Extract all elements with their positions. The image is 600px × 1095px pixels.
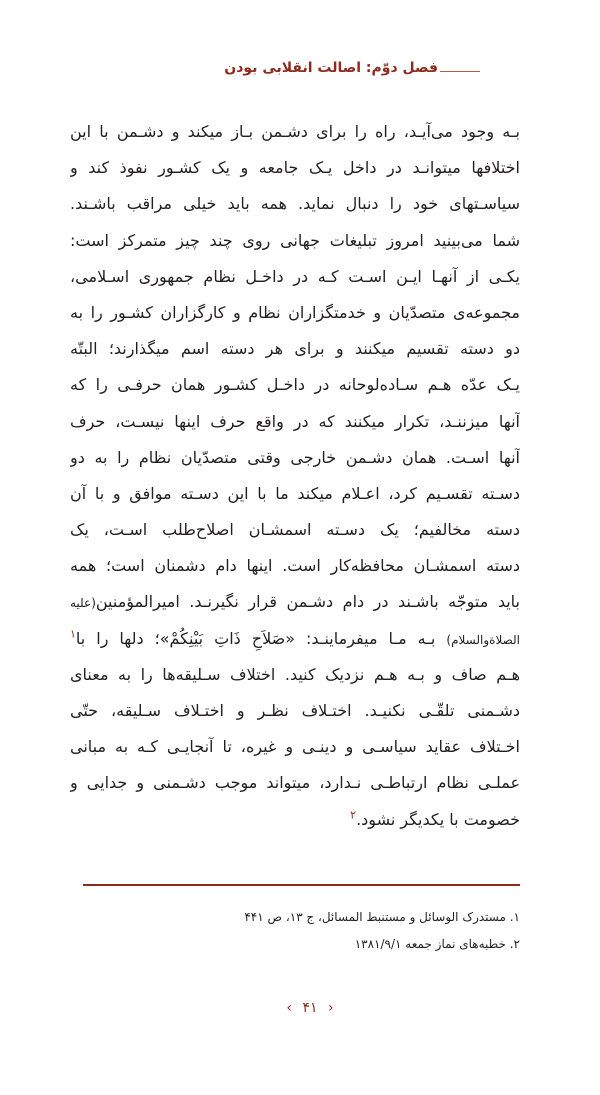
- footnote-ref-2[interactable]: ۲: [350, 808, 357, 822]
- text-line-2: اختلافها میتوانـد در داخل یـک جامعه و یک کشـور نفوذ کند و: [70, 158, 520, 178]
- footnotes: [90, 904, 520, 958]
- text-line-10: آنها اسـت. همان دشـمن خارجی وقتی متصدّیان نظام را به دو: [70, 447, 520, 467]
- text-line-14-main: باید متوجّه باشـند در دام دشـمن قرار نگیرنـد. امیرالمؤمنین: [95, 592, 520, 612]
- text-line-14: [70, 584, 520, 620]
- text-line-1: بـه وجود می‌آیـد، راه را برای دشـمن بـاز میکند و دشـمن با این: [70, 122, 520, 141]
- footnote-1: ۱. مستدرک الوسائل و مستنبط المسائل، ج ۱۳، ص ۴۴۱: [244, 910, 520, 924]
- page-number: [270, 1000, 350, 1016]
- text-line-18: اخـتلاف عقاید سیاسـی و دینـی و غیره، تا آنجایـی کـه به مبانی: [70, 737, 520, 757]
- text-line-16: هـم صاف و بـه هـم نزدیک کنید. اختلاف سـلیقه‌ها را به معنای: [70, 664, 520, 684]
- running-head-title: فصل دوّم: اصالت انقلابی بودن: [224, 60, 438, 76]
- text-line-20-main: خصومت با یکدیگر نشود.: [356, 809, 520, 829]
- text-line-20: [70, 802, 520, 838]
- text-line-12: دسته مخالفیم؛ یک دسـته اسمشـان اصلاح‌طلب اسـت، یک: [70, 520, 520, 540]
- text-line-15-main: بـه مـا میفرماینـد: «صَلاَحِ ذَاتِ بَیْنِکُمْ»؛ دلها را با: [75, 628, 436, 648]
- text-line-8: یـک عدّه هـم سـاده‌لوحانه در داخـل کشـور همان حرفـی را که: [70, 375, 520, 395]
- chevron-left-icon: ‹: [286, 1000, 293, 1016]
- footnote-ref-1[interactable]: ۱: [70, 627, 76, 641]
- honorific-part-1: (علیه: [70, 596, 96, 611]
- text-line-7: دو دسته تقسیم میکنند و برای هر دسته اسم میگذارند؛ البتّه: [70, 339, 520, 359]
- footnote-2: ۲. خطبه‌های نماز جمعه ۱۳۸۱/۹/۱: [354, 937, 520, 951]
- text-line-3: سیاسـتهای خود را دنبال نماید. همه باید خیلی مراقب باشـند.: [70, 194, 520, 214]
- text-line-19: عملـی نظام ارتباطـی نـدارد، میتواند موجب دشـمنی و جدایی و: [70, 773, 520, 793]
- text-line-11: دسـته تقسـیم کرد، اعـلام میکند ما با این دسـته موافق و با آن: [70, 483, 520, 503]
- text-line-13: دسته اسمشـان محافظه‌کار است. اینها دام دشمنان است؛ همه: [70, 556, 520, 576]
- text-line-9: آنها میزننـد، تکرار میکنند که در واقع حرف اینها نیسـت، حرف: [70, 411, 520, 431]
- chevron-right-icon: ›: [327, 1000, 334, 1016]
- text-line-4: شما می‌بینید امروز تبلیغات جهانی روی چند چیز متمرکز است:: [70, 230, 520, 250]
- text-line-17: دشـمنی تلقّـی نکنیـد. اختـلاف نظـر و اختـلاف سـلیقه، حتّی: [70, 701, 520, 720]
- page-number-value: ۴۱: [302, 1000, 318, 1016]
- text-line-6: مجموعه‌ی متصدّیان و خدمتگزاران نظام و کارگزاران کشـور را به: [70, 302, 520, 322]
- text-line-15: [70, 621, 520, 657]
- body-text: [70, 114, 520, 838]
- honorific-part-2: الصلاة‌والسلام): [446, 632, 520, 647]
- footnote-separator: [83, 884, 520, 886]
- text-line-5: یکـی از آنهـا ایـن اسـت کـه در داخـل نظام جمهوری اسـلامی،: [70, 266, 520, 286]
- running-head-rule: [440, 71, 480, 72]
